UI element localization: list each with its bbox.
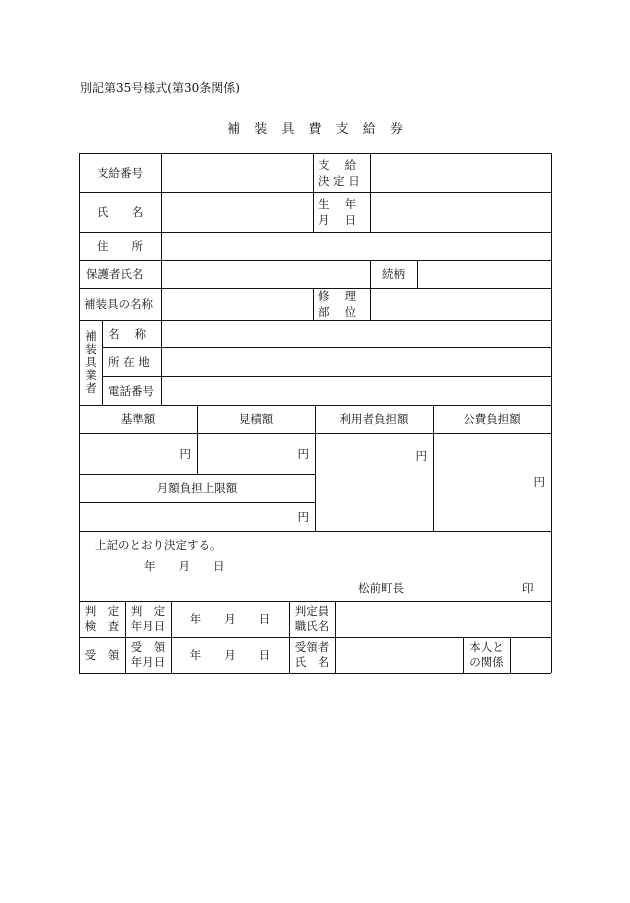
- label-repair-2: 部 位: [318, 305, 357, 319]
- label-birth-2: 月 日: [318, 213, 357, 227]
- label-name: 氏 名: [97, 205, 143, 219]
- base-amount-yen: 円: [179, 447, 191, 461]
- mayor-name: 松前町長: [358, 581, 404, 595]
- label-receiver-1: 受領者: [294, 640, 330, 654]
- label-relation-self-2: の関係: [469, 655, 504, 669]
- label-judgment-2: 検 査: [84, 619, 120, 633]
- label-repair-1: 修 理: [318, 289, 357, 303]
- label-receipt: 受 領: [84, 648, 120, 662]
- label-relation-self-1: 本人と: [469, 640, 504, 654]
- user-burden-yen: 円: [415, 449, 427, 463]
- label-judgment-date-1: 判 定: [130, 604, 166, 618]
- label-estimate: 見積額: [238, 412, 274, 426]
- judgment-date: 年 月 日: [189, 612, 271, 626]
- label-receiver-2: 氏 名: [294, 655, 330, 669]
- decision-date: 年 月 日: [144, 559, 225, 573]
- label-payment-decision-date-2: 決 定 日: [318, 174, 360, 188]
- decision-statement: 上記のとおり決定する。: [95, 538, 222, 552]
- label-vendor-location: 所 在 地: [108, 355, 150, 369]
- label-judge-1: 判定員: [294, 604, 330, 618]
- label-vendor-vertical: 補 装 具 業 者: [85, 329, 97, 395]
- label-judge-2: 職氏名: [294, 619, 330, 633]
- form-reference-note: 別記第35号様式(第30条関係): [80, 81, 240, 95]
- label-receipt-date-2: 年月日: [130, 655, 166, 669]
- label-judgment-date-2: 年月日: [130, 619, 166, 633]
- label-user-burden: 利用者負担額: [339, 412, 409, 426]
- label-base-amount: 基準額: [120, 412, 156, 426]
- label-judgment-1: 判 定: [84, 604, 120, 618]
- seal-mark: 印: [522, 581, 534, 595]
- estimate-yen: 円: [297, 447, 309, 461]
- label-payment-decision-date-1: 支 給: [318, 158, 357, 172]
- monthly-cap-yen: 円: [297, 510, 309, 524]
- public-burden-yen: 円: [533, 475, 545, 489]
- label-birth-1: 生 年: [318, 197, 357, 211]
- label-vendor-phone: 電話番号: [108, 384, 154, 398]
- label-guardian-name: 保護者氏名: [86, 267, 144, 281]
- label-vendor-name: 名 称: [108, 327, 147, 341]
- receipt-date: 年 月 日: [189, 648, 271, 662]
- label-payment-number: 支給番号: [97, 166, 143, 180]
- label-relationship: 続柄: [382, 267, 405, 281]
- label-address: 住 所: [97, 239, 143, 253]
- label-receipt-date-1: 受 領: [130, 640, 166, 654]
- form-title: 補 装 具 費 支 給 券: [227, 122, 403, 137]
- label-monthly-cap: 月額負担上限額: [156, 481, 238, 495]
- label-public-burden: 公費負担額: [463, 412, 521, 426]
- label-device-name: 補装具の名称: [84, 297, 153, 311]
